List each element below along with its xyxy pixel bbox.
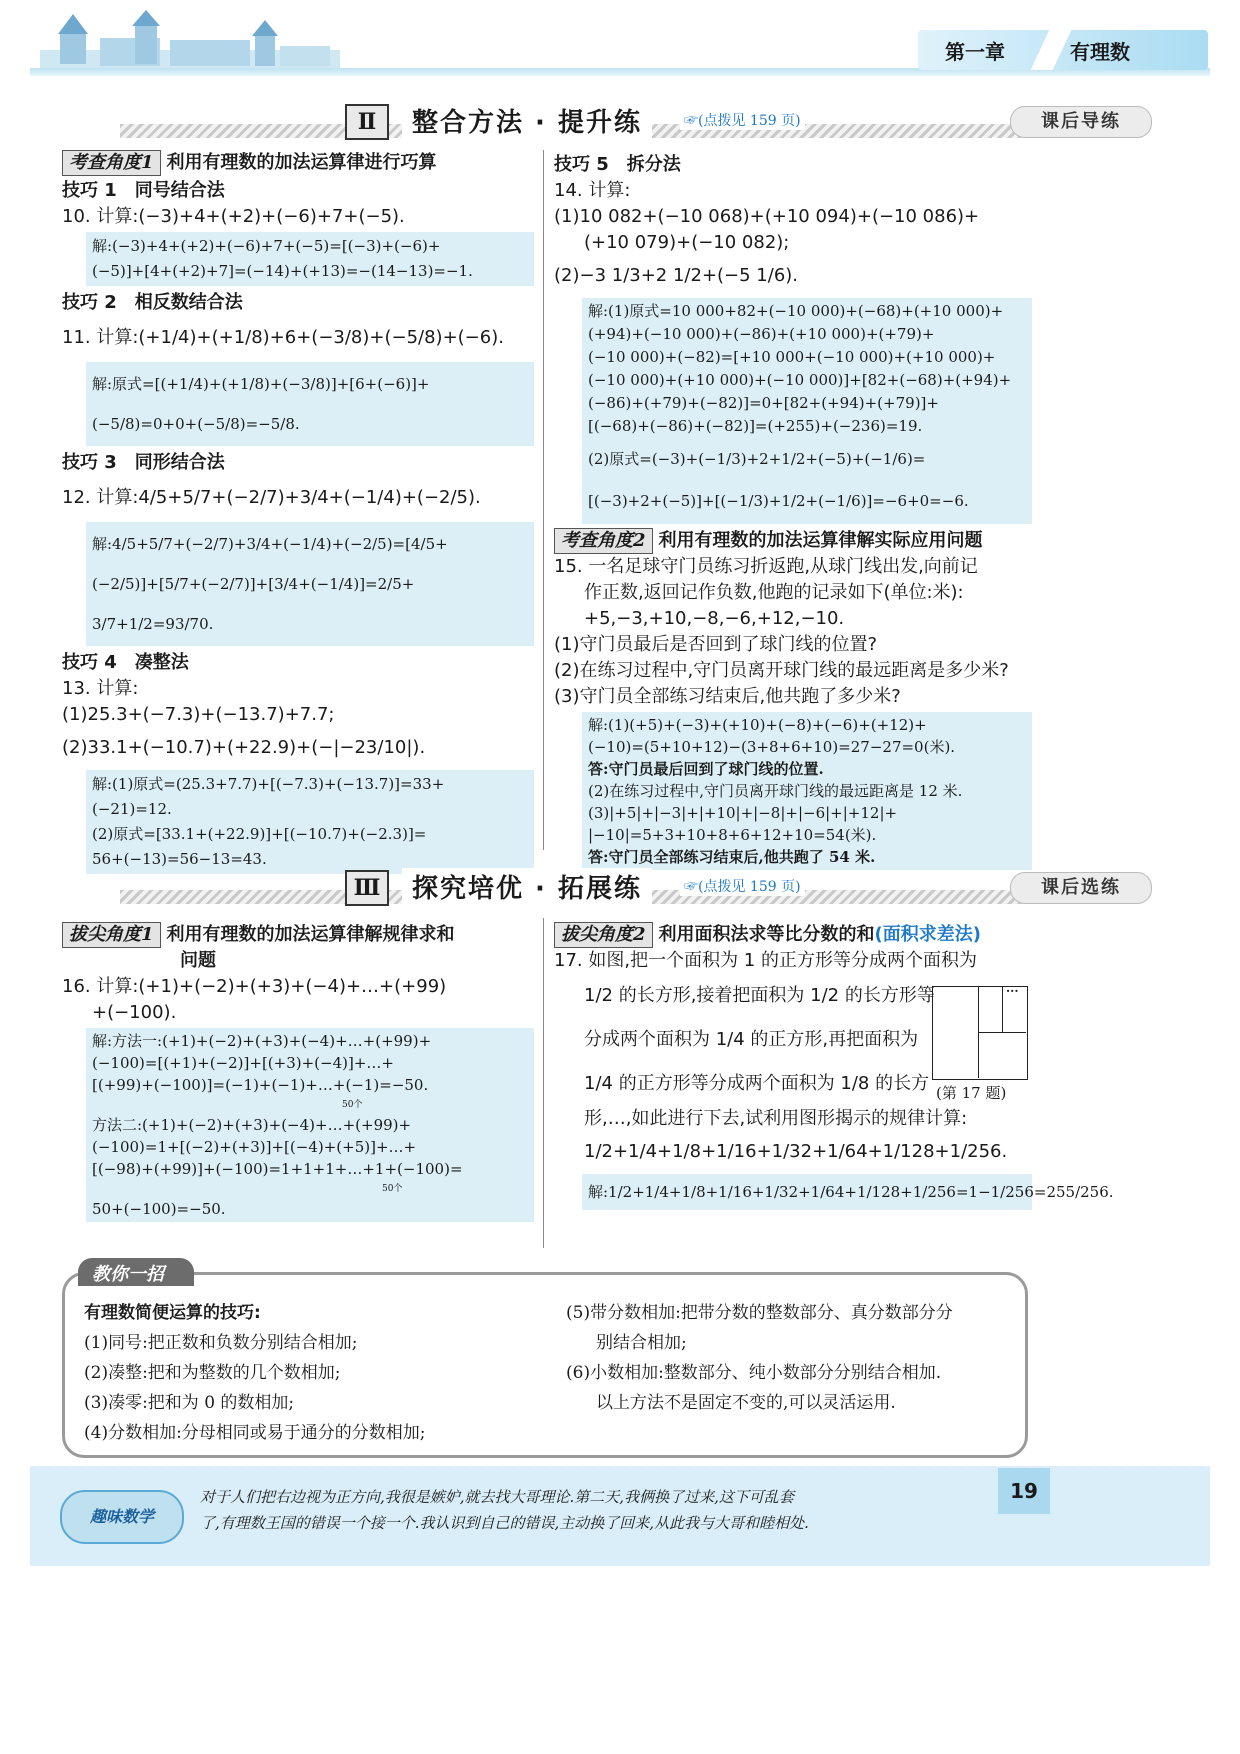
technique-4: 技巧 4 凑整法 (62, 652, 189, 673)
bottom-left-column (62, 922, 534, 1226)
solution-line: (−5)]+[4+(+2)+7]=(−14)+(+13)=−(14−13)=−1. (92, 262, 473, 280)
angle-tag: 考查角度2 (554, 528, 653, 554)
solution-line: (−86)+(+79)+(−82)]=0+[82+(+94)+(+79)]+ (588, 394, 939, 412)
solution-line: (−2/5)]+[5/7+(−2/7)]+[3/4+(−1/4)]=2/5+ (92, 575, 415, 593)
question-17-line1: 17. 如图,把一个面积为 1 的正方形等分成两个面积为 (554, 950, 977, 971)
question-14-part1-cont: (+10 079)+(−10 082); (584, 232, 790, 253)
solution-10 (86, 232, 534, 286)
question-17-line4: 1/4 的正方形等分成两个面积为 1/8 的长方 (584, 1073, 930, 1094)
answer-line: 答:守门员全部练习结束后,他共跑了 54 米. (588, 848, 876, 866)
solution-line: 解:方法一:(+1)+(−2)+(+3)+(−4)+…+(+99)+ (92, 1032, 432, 1050)
technique-2: 技巧 2 相反数结合法 (62, 292, 243, 313)
question-15-sub2: (2)在练习过程中,守门员离开球门线的最远距离是多少米? (554, 660, 1009, 681)
solution-line: 3/7+1/2=93/70. (92, 615, 214, 633)
question-14-part2: (2)−3 1/3+2 1/2+(−5 1/6). (554, 265, 799, 286)
section-tag: 课后选练 (1010, 872, 1152, 904)
extension-title: 利用面积法求等比分数的和 (658, 924, 875, 945)
tip-heading: 有理数简便运算的技巧: (84, 1303, 261, 1323)
technique-3: 技巧 3 同形结合法 (62, 452, 225, 473)
answer-line: 答:守门员最后回到了球门线的位置. (588, 760, 824, 778)
tip-item-3: (3)凑零:把和为 0 的数相加; (84, 1393, 295, 1413)
extension-tag: 拔尖角度2 (554, 922, 653, 948)
solution-12 (86, 522, 534, 646)
question-13-part2: (2)33.1+(−10.7)+(+22.9)+(−|−23/10|). (62, 737, 426, 758)
solution-line: (−10 000)+(−82)=[+10 000+(−10 000)+(+10 000)+ (588, 348, 996, 366)
solution-line: 50+(−100)=−50. (92, 1200, 226, 1218)
question-17-line2: 1/2 的长方形,接着把面积为 1/2 的长方形等 (584, 985, 935, 1006)
footer-story-line1: 对于人们把右边视为正方向,我很是嫉妒,就去找大哥理论.第二天,我俩换了过来,这下可乱套 (200, 1488, 794, 1506)
question-13: 13. 计算: (62, 678, 139, 699)
solution-line: |−10|=5+3+10+8+6+12+10=54(米). (588, 826, 877, 844)
solution-line: 方法二:(+1)+(−2)+(+3)+(−4)+…+(+99)+ (92, 1116, 412, 1134)
solution-line: (2)原式=[33.1+(+22.9)]+[(−10.7)+(−2.3)]= (92, 825, 427, 843)
tip-item-2: (2)凑整:把和为整数的几个数相加; (84, 1363, 341, 1383)
question-15-sub3: (3)守门员全部练习结束后,他共跑了多少米? (554, 686, 901, 707)
solution-15 (582, 712, 1032, 870)
question-15-line1: 15. 一名足球守门员练习折返跑,从球门线出发,向前记 (554, 556, 978, 577)
solution-line: 解:(1)原式=10 000+82+(−10 000)+(−68)+(+10 000)+ (588, 302, 1004, 320)
footer-story-line2: 了,有理数王国的错误一个接一个.我认识到自己的错误,主动换了回来,从此我与大哥和睦相处. (200, 1514, 809, 1532)
angle-title: 利用有理数的加法运算律解实际应用问题 (658, 530, 983, 551)
left-column (62, 150, 534, 878)
section-roman: Ⅱ (345, 104, 389, 140)
section-ref: ☞(点拨见 159 页) (680, 110, 805, 130)
question-16-line2: +(−100). (92, 1002, 177, 1023)
question-17-line6: 1/2+1/4+1/8+1/16+1/32+1/64+1/128+1/256. (584, 1141, 1008, 1162)
extension-highlight: (面积求差法) (874, 924, 981, 945)
question-14: 14. 计算: (554, 180, 631, 201)
solution-line: (−5/8)=0+0+(−5/8)=−5/8. (92, 415, 300, 433)
question-14-part1: (1)10 082+(−10 068)+(+10 094)+(−10 086)+ (554, 206, 980, 227)
tip-title: 教你一招 (92, 1264, 164, 1285)
solution-line: [(−98)+(+99)]+(−100)=1+1+1+…+1+(−100)= (92, 1160, 463, 1178)
solution-13 (86, 770, 534, 874)
question-15-sub1: (1)守门员最后是否回到了球门线的位置? (554, 634, 878, 655)
extension-tag: 拔尖角度1 (62, 922, 161, 948)
column-divider (543, 918, 544, 1248)
question-13-part1: (1)25.3+(−7.3)+(−13.7)+7.7; (62, 704, 335, 725)
solution-line: [(−3)+2+(−5)]+[(−1/3)+1/2+(−1/6)]=−6+0=−6. (588, 492, 969, 510)
question-11: 11. 计算:(+1/4)+(+1/8)+6+(−3/8)+(−5/8)+(−6). (62, 327, 504, 348)
extension-title: 利用有理数的加法运算律解规律求和 (166, 924, 455, 945)
solution-line: (−10 000)+(+10 000)+(−10 000)]+[82+(−68)+(+94)+ (588, 371, 1012, 389)
question-17-line3: 分成两个面积为 1/4 的正方形,再把面积为 (584, 1029, 919, 1050)
solution-line: (2)在练习过程中,守门员离开球门线的最远距离是 12 米. (588, 782, 963, 800)
solution-line: 解:(−3)+4+(+2)+(−6)+7+(−5)=[(−3)+(−6)+ (92, 237, 441, 255)
section-title: 探究培优 · 拓展练 (402, 868, 652, 905)
tip-item-6: (6)小数相加:整数部分、纯小数部分分别结合相加. (566, 1363, 942, 1383)
column-divider (543, 150, 544, 850)
solution-line: 解:4/5+5/7+(−2/7)+3/4+(−1/4)+(−2/5)=[4/5+ (92, 535, 448, 553)
solution-17 (582, 1174, 1114, 1210)
angle-tag: 考查角度1 (62, 150, 161, 176)
technique-5: 技巧 5 拆分法 (554, 154, 681, 175)
question-12: 12. 计算:4/5+5/7+(−2/7)+3/4+(−1/4)+(−2/5). (62, 487, 481, 508)
page-number: 19 (998, 1468, 1050, 1514)
section-3-header (40, 866, 1160, 910)
extension-title-cont: 问题 (180, 950, 216, 971)
section-2-header (40, 100, 1160, 144)
figure-line (978, 1032, 1026, 1033)
technique-1: 技巧 1 同号结合法 (62, 180, 225, 201)
figure-dots: ··· (1006, 984, 1019, 998)
solution-line: (−100)=[(+1)+(−2)]+[(+3)+(−4)]+…+ (92, 1054, 394, 1072)
angle-title: 利用有理数的加法运算律进行巧算 (166, 152, 437, 173)
solution-line: 解:原式=[(+1/4)+(+1/8)+(−3/8)]+[6+(−6)]+ (92, 375, 430, 393)
section-ref: ☞(点拨见 159 页) (680, 876, 805, 896)
right-column (554, 150, 1032, 874)
brace-label: 50个 (382, 1184, 403, 1194)
solution-16 (86, 1028, 534, 1222)
tip-item-1: (1)同号:把正数和负数分别结合相加; (84, 1333, 358, 1353)
square-figure (932, 986, 1028, 1080)
solution-line: 解:(1)原式=(25.3+7.7)+[(−7.3)+(−13.7)]=33+ (92, 775, 445, 793)
figure-line (1002, 986, 1003, 1032)
solution-line: (3)|+5|+|−3|+|+10|+|−8|+|−6|+|+12|+ (588, 804, 898, 822)
question-15-line2: 作正数,返回记作负数,他跑的记录如下(单位:米): (584, 582, 964, 603)
solution-line: (2)原式=(−3)+(−1/3)+2+1/2+(−5)+(−1/6)= (588, 450, 926, 468)
castle-illustration (40, 10, 340, 72)
tip-note: 以上方法不是固定不变的,可以灵活运用. (596, 1393, 896, 1413)
solution-line: (−10)=(5+10+12)−(3+8+6+10)=27−27=0(米). (588, 738, 956, 756)
solution-line: 解:1/2+1/4+1/8+1/16+1/32+1/64+1/128+1/256=1−1/256=255/256. (588, 1183, 1114, 1201)
question-16-line1: 16. 计算:(+1)+(−2)+(+3)+(−4)+…+(+99) (62, 976, 447, 997)
section-roman: Ⅲ (345, 870, 389, 906)
question-15-line3: +5,−3,+10,−8,−6,+12,−10. (584, 608, 845, 629)
solution-14 (582, 298, 1032, 524)
chapter-number: 第一章 (945, 40, 1005, 64)
solution-line: 解:(1)(+5)+(−3)+(+10)+(−8)+(−6)+(+12)+ (588, 716, 927, 734)
tip-item-5: (5)带分数相加:把带分数的整数部分、真分数部分分 (566, 1303, 953, 1323)
figure-caption: (第 17 题) (936, 1084, 1007, 1102)
question-10: 10. 计算:(−3)+4+(+2)+(−6)+7+(−5). (62, 206, 405, 227)
tip-item-5-cont: 别结合相加; (596, 1333, 687, 1353)
chapter-title: 有理数 (1070, 40, 1130, 64)
tip-item-4: (4)分数相加:分母相同或易于通分的分数相加; (84, 1423, 426, 1443)
solution-line: [(+99)+(−100)]=(−1)+(−1)+…+(−1)=−50. (92, 1076, 429, 1094)
solution-line: 56+(−13)=56−13=43. (92, 850, 267, 868)
question-17-line5: 形,…,如此进行下去,试利用图形揭示的规律计算: (584, 1108, 968, 1129)
solution-11 (86, 362, 534, 446)
section-title: 整合方法 · 提升练 (402, 102, 652, 139)
solution-line: (+94)+(−10 000)+(−86)+(+10 000)+(+79)+ (588, 325, 935, 343)
solution-line: (−100)=1+[(−2)+(+3)]+[(−4)+(+5)]+…+ (92, 1138, 417, 1156)
brace-label: 50个 (342, 1100, 363, 1110)
solution-line: (−21)=12. (92, 800, 172, 818)
section-tag: 课后导练 (1010, 106, 1152, 138)
solution-line: [(−68)+(−86)+(−82)]=(+255)+(−236)=19. (588, 417, 923, 435)
footer-logo: 趣味数学 (60, 1490, 184, 1544)
